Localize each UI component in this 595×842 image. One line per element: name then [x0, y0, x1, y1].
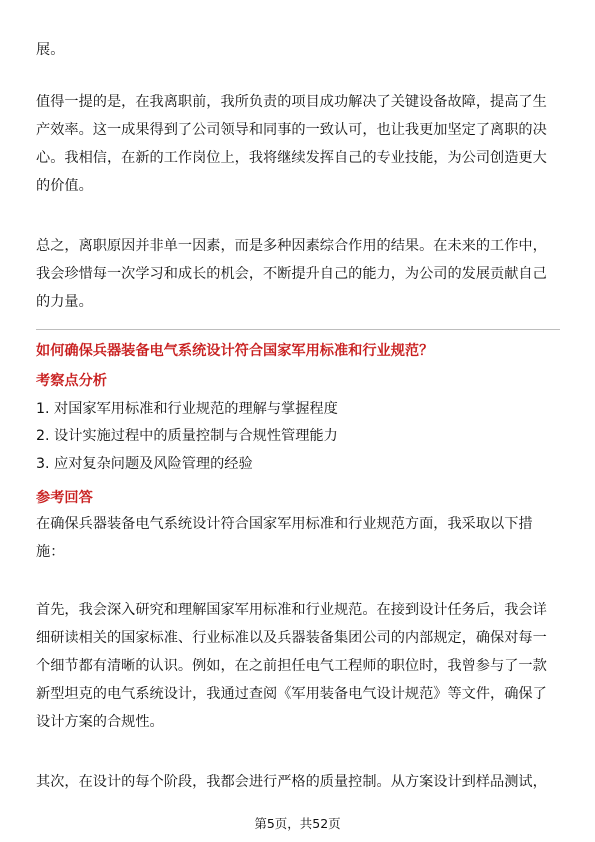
- page-number: 第5页，共52页: [254, 816, 341, 831]
- paragraph-conclusion: 总之，离职原因并非单一因素，而是多种因素综合作用的结果。在未来的工作中，我会珍惜每一次学习和成长的机会，不断提升自己的能力，为公司的发展贡献自己的力量。: [36, 238, 547, 310]
- question-title: 如何确保兵器装备电气系统设计符合国家军用标准和行业规范？: [36, 343, 434, 359]
- analysis-item-3: 3. 应对复杂问题及风险管理的经验: [36, 456, 253, 472]
- analysis-item-2: 2. 设计实施过程中的质量控制与合规性管理能力: [36, 428, 338, 444]
- analysis-heading: 考察点分析: [36, 373, 107, 389]
- analysis-item-1: 1. 对国家军用标准和行业规范的理解与掌握程度: [36, 401, 338, 417]
- answer-paragraph-second: 其次，在设计的每个阶段，我都会进行严格的质量控制。从方案设计到样品测试，: [36, 774, 547, 790]
- paragraph-continuation: 展。: [36, 42, 65, 58]
- paragraph-achievement: 值得一提的是，在我离职前，我所负责的项目成功解决了关键设备故障，提高了生产效率。这一成果得到了公司领导和同事的一致认可，也让我更加坚定了离职的决心。我相信，在新的工作岗位上，我将继续发挥自己的专业技能，为公司创造更大的价值。: [36, 94, 547, 194]
- answer-intro: 在确保兵器装备电气系统设计符合国家军用标准和行业规范方面，我采取以下措施：: [36, 516, 533, 560]
- answer-heading: 参考回答: [36, 490, 93, 506]
- answer-paragraph-first: 首先，我会深入研究和理解国家军用标准和行业规范。在接到设计任务后，我会详细研读相关的国家标准、行业标准以及兵器装备集团公司的内部规定，确保对每一个细节都有清晰的认识。例如，在之前担任电气工程师的职位时，我曾参与了一款新型坦克的电气系统设计，我通过查阅《军用装备电气设计规范》等文件，确保了设计方案的合规性。: [36, 602, 547, 730]
- section-divider: [36, 329, 560, 330]
